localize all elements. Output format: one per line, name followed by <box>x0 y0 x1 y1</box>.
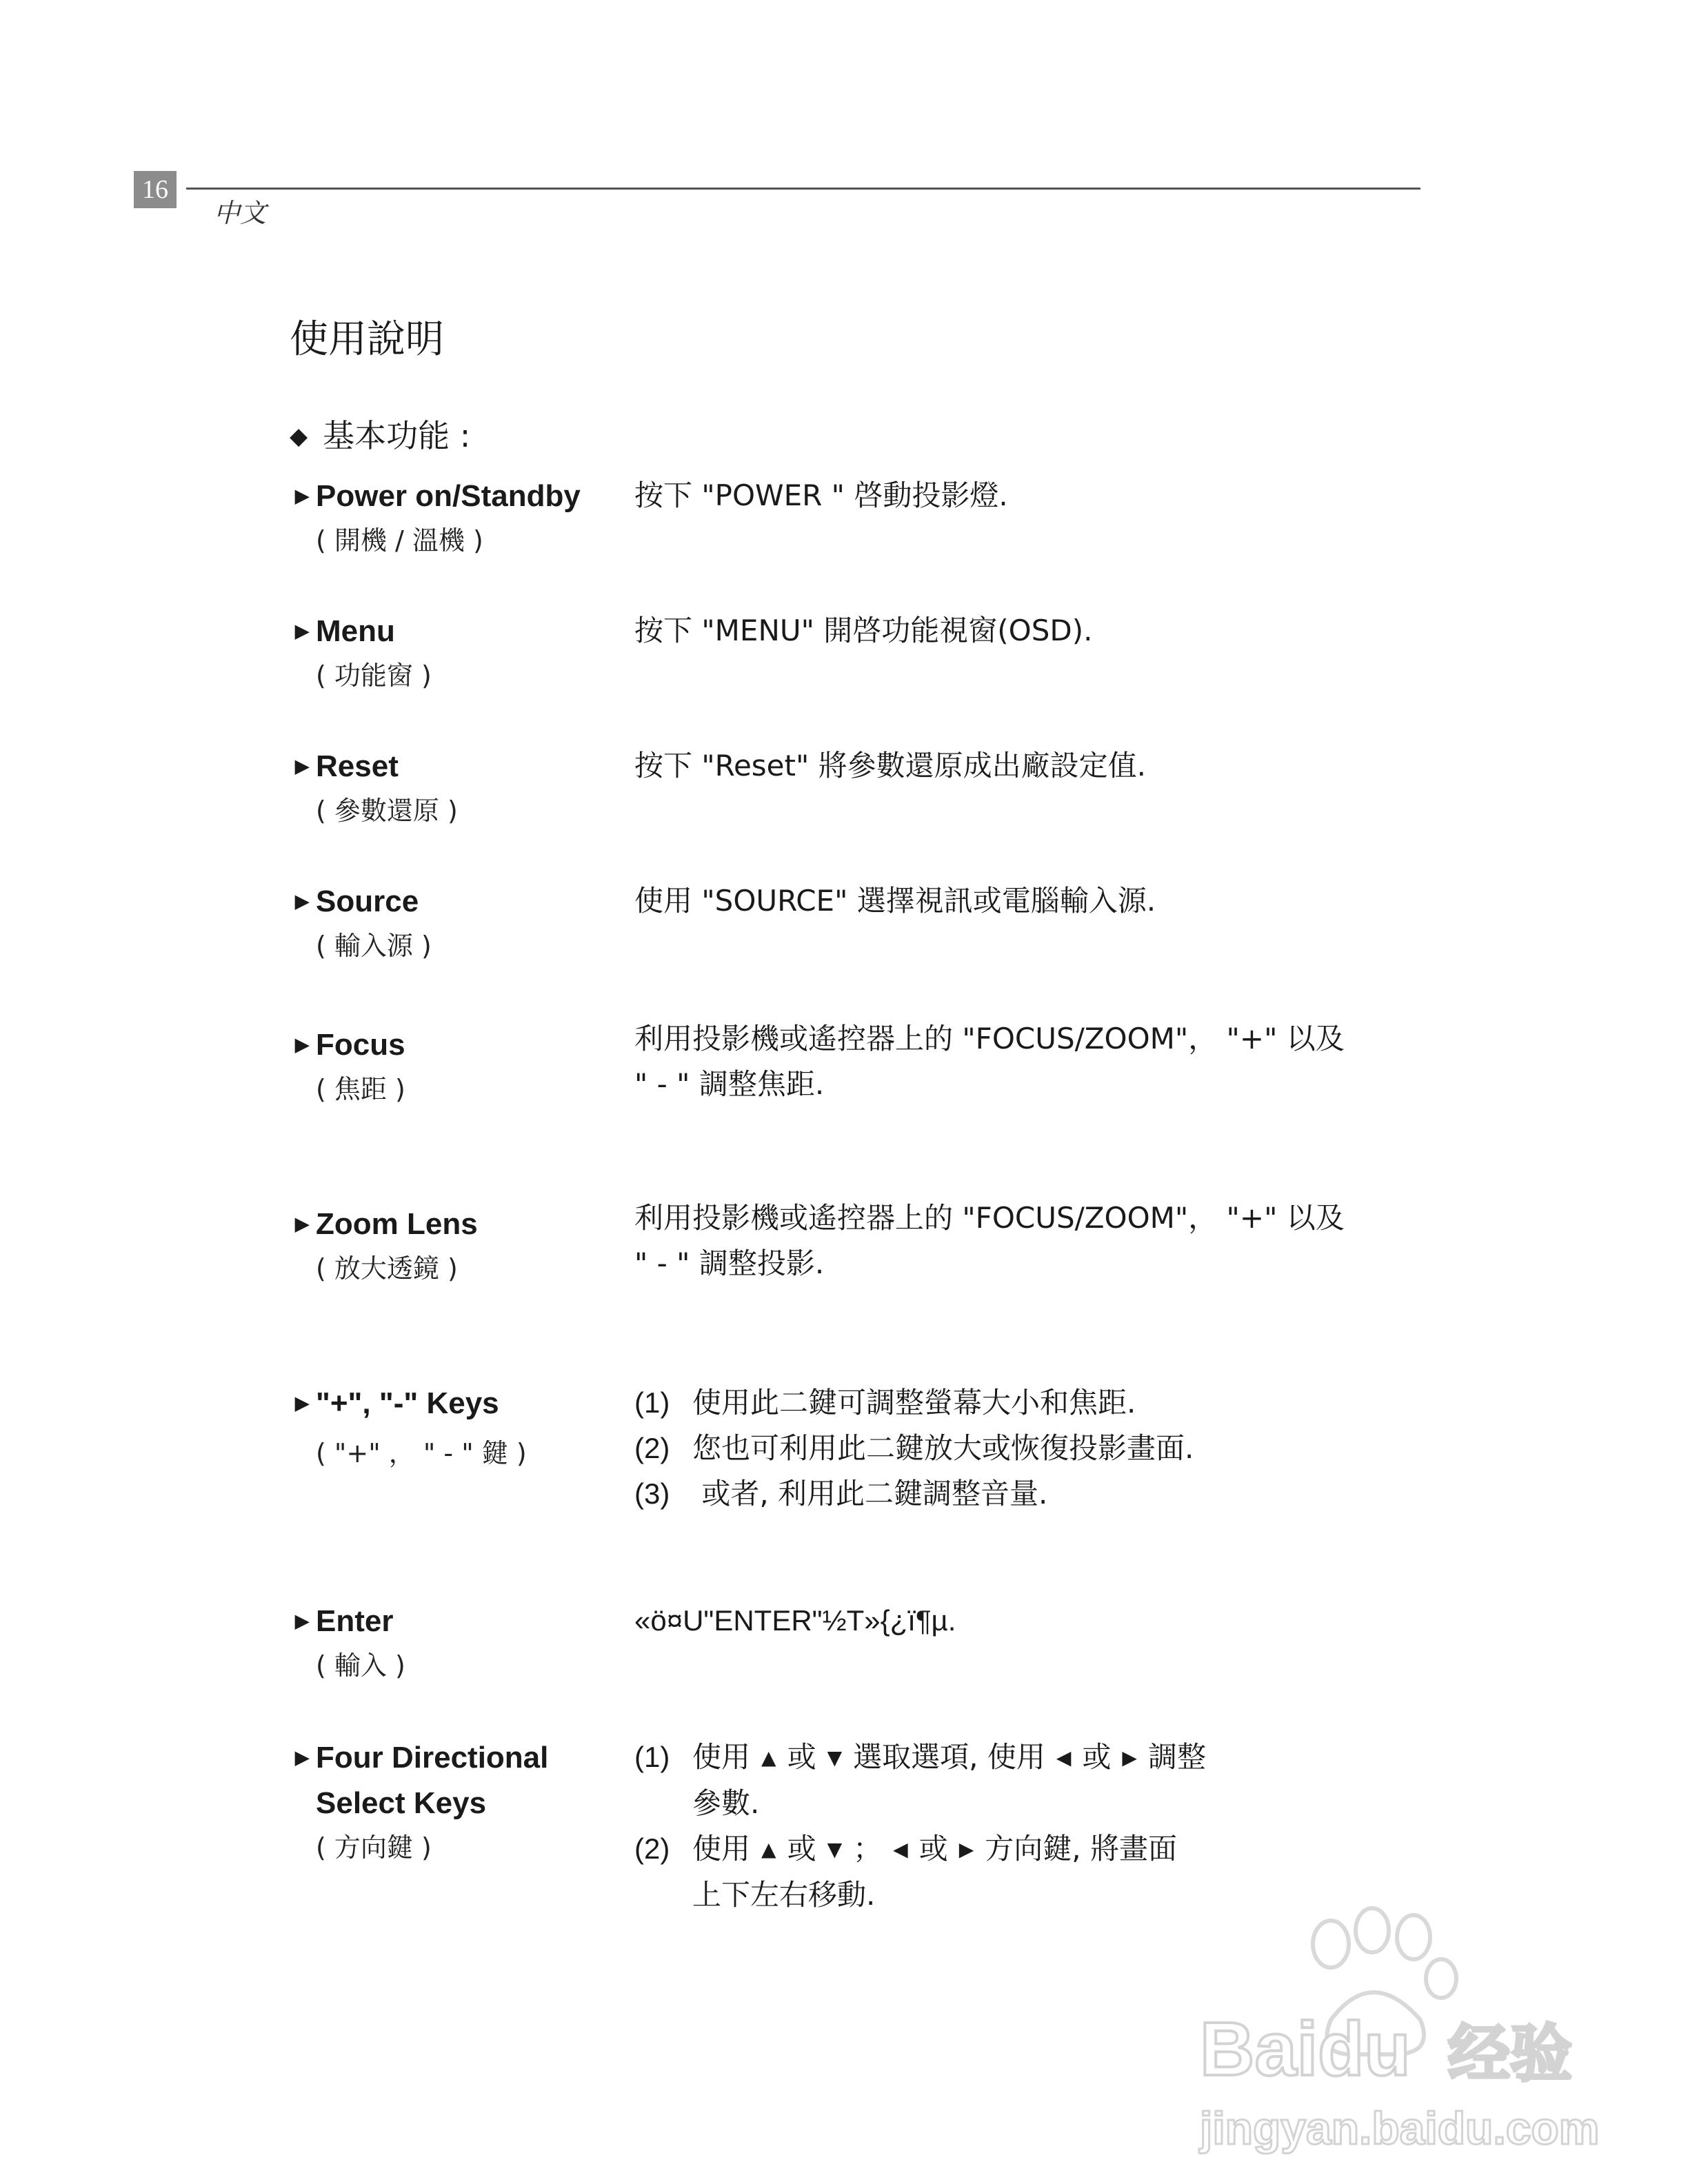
list-item-continuation: 上下左右移動. <box>692 1878 876 1912</box>
watermark-url: jingyan.baidu.com <box>1200 2103 1600 2154</box>
triangle-right-icon: ▶ <box>295 1747 309 1768</box>
key-subtitle: ( 功能窗 ) <box>316 660 432 691</box>
item-description-line1: 利用投影機或遙控器上的 "FOCUS/ZOOM"， "+" 以及 <box>634 1022 1345 1055</box>
triangle-right-icon: ▶ <box>295 620 309 641</box>
baidu-watermark <box>1186 1903 1600 2165</box>
key-name: ▶ Four Directional <box>295 1735 619 1781</box>
triangle-left-icon: ◀ <box>893 1838 908 1861</box>
diamond-icon: ◆ <box>290 423 308 450</box>
key-subtitle: ( 開機 / 溫機 ) <box>316 525 483 556</box>
key-subtitle: ( 放大透鏡 ) <box>316 1253 458 1284</box>
triangle-right-icon: ▶ <box>295 1610 309 1631</box>
key-subtitle: ( 輸入源 ) <box>316 931 432 961</box>
key-subtitle: ( 方向鍵 ) <box>316 1832 432 1863</box>
list-item: (2) 使用 ▲ 或 ▼ ； ◀ 或 ▶ 方向鍵, 將畫面 <box>634 1826 1393 1872</box>
key-subtitle: ( 輸入 ) <box>316 1650 405 1681</box>
item-description-line1: 利用投影機或遙控器上的 "FOCUS/ZOOM"， "+" 以及 <box>634 1201 1345 1235</box>
triangle-right-icon: ▶ <box>295 485 309 506</box>
list-item-continuation: 參數. <box>692 1786 760 1820</box>
subsection-label: 基本功能 : <box>323 417 471 454</box>
key-name-line2: Select Keys <box>316 1786 487 1820</box>
page-number: 16 <box>134 171 177 208</box>
triangle-up-icon: ▲ <box>761 1746 776 1769</box>
list-item: (2) 您也可利用此二鍵放大或恢復投影畫面. <box>634 1431 1194 1465</box>
item-description: 按下 "Reset" 將參數還原成出廠設定值. <box>634 749 1147 782</box>
triangle-left-icon: ◀ <box>1056 1746 1072 1769</box>
header-rule <box>186 188 1420 190</box>
list-item: (1) 使用 ▲ 或 ▼ 選取選項, 使用 ◀ 或 ▶ 調整 <box>634 1735 1393 1781</box>
watermark-brand: Baidu <box>1200 2007 1411 2092</box>
key-name: ▶ Power on/Standby <box>295 473 619 519</box>
triangle-right-icon: ▶ <box>295 891 309 911</box>
item-description: 按下 "POWER " 啓動投影燈. <box>634 478 1008 512</box>
triangle-right-icon: ▶ <box>295 1213 309 1234</box>
item-description: 使用 "SOURCE" 選擇視訊或電腦輸入源. <box>634 884 1156 918</box>
key-name: ▶ Source <box>295 878 619 924</box>
key-name: ▶ Menu <box>295 608 619 654</box>
triangle-right-icon: ▶ <box>295 1393 309 1413</box>
triangle-right-icon: ▶ <box>295 756 309 776</box>
item-description: «ö¤U"ENTER"½T»{¿ï¶µ. <box>634 1604 956 1637</box>
triangle-right-icon: ▶ <box>295 1034 309 1055</box>
item-description-line2: " - " 調整投影. <box>634 1246 825 1280</box>
item-description-line2: " - " 調整焦距. <box>634 1067 825 1101</box>
subsection-heading <box>290 411 470 456</box>
key-subtitle: ( 焦距 ) <box>316 1074 405 1104</box>
watermark-brand-cn: 经验 <box>1448 2018 1572 2090</box>
triangle-up-icon: ▲ <box>761 1838 776 1861</box>
key-subtitle: ( "+" ， " - " 鍵 ) <box>316 1438 527 1468</box>
triangle-right-icon: ▶ <box>1122 1746 1137 1769</box>
key-subtitle: ( 參數還原 ) <box>316 796 458 826</box>
item-description: 按下 "MENU" 開啓功能視窗(OSD). <box>634 614 1093 647</box>
key-name: ▶ Enter <box>295 1598 619 1644</box>
key-name: ▶ Focus <box>295 1022 619 1068</box>
list-item: (3) 或者, 利用此二鍵調整音量. <box>634 1477 1048 1510</box>
language-label: 中文 <box>214 198 267 228</box>
key-name: ▶ "+", "-" Keys <box>295 1380 619 1426</box>
key-name: ▶ Reset <box>295 743 619 789</box>
triangle-down-icon: ▼ <box>827 1746 843 1769</box>
triangle-right-icon: ▶ <box>958 1838 974 1861</box>
key-name: ▶ Zoom Lens <box>295 1201 619 1247</box>
list-item: (1) 使用此二鍵可調整螢幕大小和焦距. <box>634 1386 1136 1419</box>
triangle-down-icon: ▼ <box>827 1838 843 1861</box>
page-title: 使用說明 <box>290 317 444 362</box>
